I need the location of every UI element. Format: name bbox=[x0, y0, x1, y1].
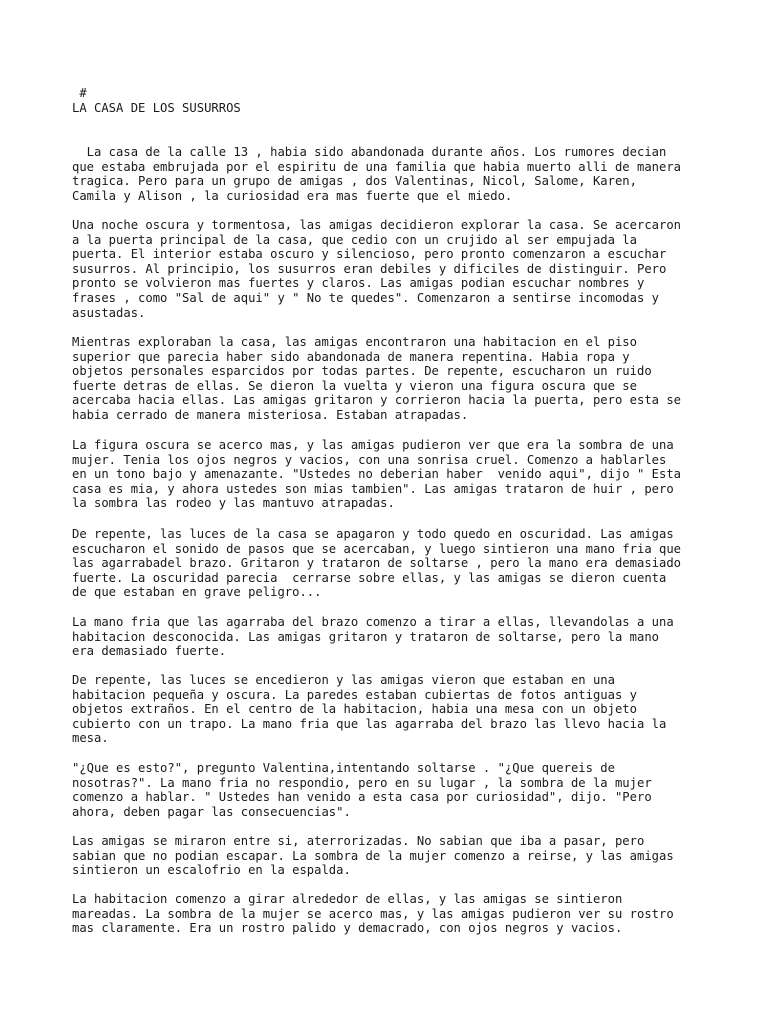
heading-marker: # bbox=[72, 86, 87, 100]
text-line: comenzo a hablar. " Ustedes han venido a esta casa por curiosidad", dijo. "Pero bbox=[72, 790, 652, 805]
text-line: La mano fria que las agarraba del brazo comenzo a tirar a ellas, llevandolas a una bbox=[72, 615, 674, 629]
text-line: asustadas. bbox=[72, 305, 146, 320]
text-line: ahora, deben pagar las consecuencias". bbox=[72, 804, 351, 819]
text-line: pronto se volvieron mas fuertes y claros. Las amigas podian escuchar nombres y bbox=[72, 276, 645, 291]
text-line: De repente, las luces de la casa se apagaron y todo quedo en oscuridad. Las amigas bbox=[72, 527, 674, 541]
text-line: cubierto con un trapo. La mano fria que las agarraba del brazo las llevo hacia la bbox=[72, 716, 667, 731]
text-line: "¿Que es esto?", pregunto Valentina,intentando soltarse . "¿Que quereis de bbox=[72, 761, 615, 775]
text-line: La figura oscura se acerco mas, y las amigas pudieron ver que era la sombra de una bbox=[72, 438, 674, 452]
text-line: De repente, las luces se encedieron y las amigas vieron que estaban en una bbox=[72, 673, 615, 687]
text-line: habitacion desconocida. Las amigas gritaron y trataron de soltarse, pero la mano bbox=[72, 629, 659, 644]
text-line: Mientras exploraban la casa, las amigas encontraron una habitacion en el piso bbox=[72, 335, 637, 349]
text-line: La habitacion comenzo a girar alrededor de ellas, y las amigas se sintieron bbox=[72, 892, 623, 906]
text-line: era demasiado fuerte. bbox=[72, 644, 227, 659]
text-line: mareadas. La sombra de la mujer se acerco mas, y las amigas pudieron ver su rostro bbox=[72, 906, 674, 921]
text-line: La casa de la calle 13 , habia sido abandonada durante años. Los rumores decian bbox=[72, 145, 667, 159]
text-line: Una noche oscura y tormentosa, las amigas decidieron explorar la casa. Se acercaron bbox=[72, 218, 682, 232]
text-line: las agarrabadel brazo. Gritaron y trataron de soltarse , pero la mano era demasiado bbox=[72, 556, 682, 571]
text-line: la sombra las rodeo y las mantuvo atrapadas. bbox=[72, 496, 395, 511]
text-line: sabian que no podian escapar. La sombra de la mujer comenzo a reirse, y las amigas bbox=[72, 848, 674, 863]
text-line: objetos personales esparcidos por todas partes. De repente, escucharon un ruido bbox=[72, 364, 652, 379]
text-line: de que estaban en grave peligro... bbox=[72, 585, 322, 600]
text-line: fuerte detras de ellas. Se dieron la vuelta y vieron una figura oscura que se bbox=[72, 378, 637, 393]
text-line: escucharon el sonido de pasos que se acercaban, y luego sintieron una mano fria que bbox=[72, 541, 682, 556]
text-line: mas claramente. Era un rostro palido y demacrado, con ojos negros y vacios. bbox=[72, 921, 623, 936]
text-line: superior que parecia haber sido abandonada de manera repentina. Habia ropa y bbox=[72, 349, 630, 364]
text-line: sintieron un escalofrio en la espalda. bbox=[72, 863, 351, 878]
text-line: habitacion pequeña y oscura. La paredes estaban cubiertas de fotos antiguas y bbox=[72, 687, 637, 702]
document-title: LA CASA DE LOS SUSURROS bbox=[72, 101, 241, 115]
text-line: objetos extraños. En el centro de la habitacion, habia una mesa con un objeto bbox=[72, 702, 637, 717]
text-line: en un tono bajo y amenazante. "Ustedes no deberian haber venido aqui", dijo " Esta bbox=[72, 467, 682, 482]
text-line: mujer. Tenia los ojos negros y vacios, con una sonrisa cruel. Comenzo a hablarles bbox=[72, 452, 667, 467]
text-line: mesa. bbox=[72, 731, 109, 746]
text-line: Las amigas se miraron entre si, aterrorizadas. No sabian que iba a pasar, pero bbox=[72, 834, 645, 848]
text-line: susurros. Al principio, los susurros eran debiles y dificiles de distinguir. Pero bbox=[72, 261, 667, 276]
text-line: acercaba hacia ellas. Las amigas gritaron y corrieron hacia la puerta, pero esta se bbox=[72, 393, 682, 408]
text-line: que estaba embrujada por el espiritu de una familia que habia muerto alli de manera bbox=[72, 159, 682, 174]
text-line: puerta. El interior estaba oscuro y silencioso, pero pronto comenzaron a escuchar bbox=[72, 247, 667, 262]
text-line: casa es mia, y ahora ustedes son mias tambien". Las amigas trataron de huir , pero bbox=[72, 481, 674, 496]
text-line: fuerte. La oscuridad parecia cerrarse sobre ellas, y las amigas se dieron cuenta bbox=[72, 570, 667, 585]
text-line: Camila y Alison , la curiosidad era mas fuerte que el miedo. bbox=[72, 188, 513, 203]
text-line: nosotras?". La mano fria no respondio, pero en su lugar , la sombra de la mujer bbox=[72, 775, 652, 790]
text-line: a la puerta principal de la casa, que cedio con un crujido al ser empujada la bbox=[72, 232, 637, 247]
text-line: frases , como "Sal de aqui" y " No te quedes". Comenzaron a sentirse incomodas y bbox=[72, 291, 659, 305]
text-line: tragica. Pero para un grupo de amigas , dos Valentinas, Nicol, Salome, Karen, bbox=[72, 174, 637, 189]
text-line: habia cerrado de manera misteriosa. Estaban atrapadas. bbox=[72, 408, 469, 422]
